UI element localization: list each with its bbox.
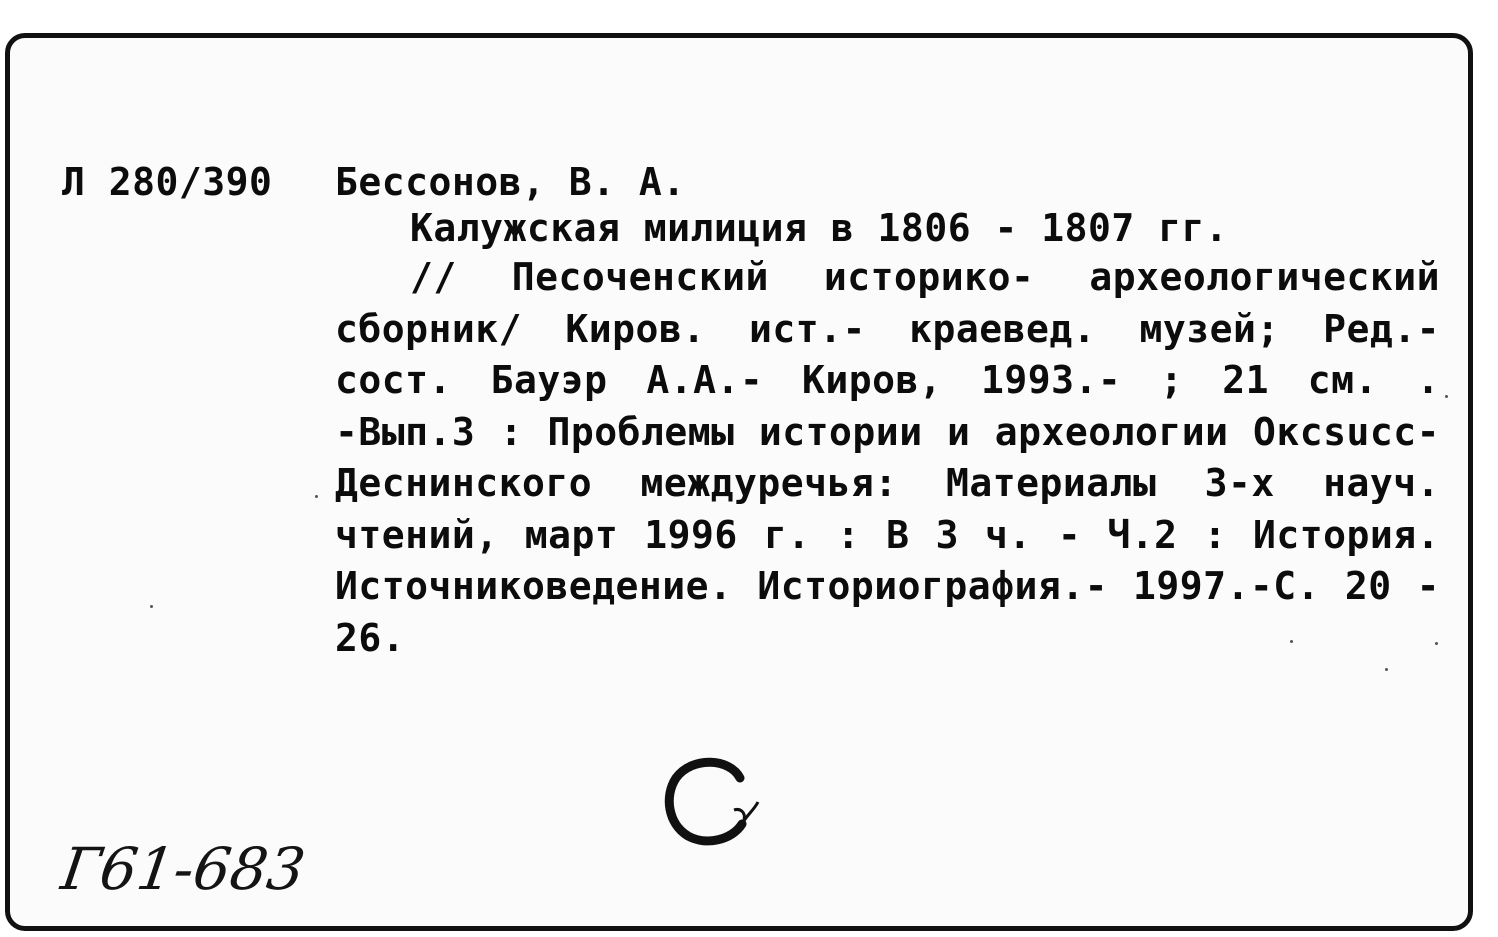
shelfmark: Л 280/390	[62, 160, 273, 204]
speck	[1445, 395, 1448, 398]
author-name: Бессонов, В. А.	[335, 160, 686, 204]
speck	[1435, 642, 1438, 645]
bibliographic-description: // Песоченский историко- археологический сборник/ Киров. ист.- краевед. музей; Ред.-сост. Бауэр А.А.- Киров, 1993.- ; 21 см. . -Вып.3 : Проблемы истории и археологии Оксsucc-Деснинского междуречья: Материалы 3-х науч. чтений, март 1996 г. : В 3 ч. - Ч.2 : История. Источниковедение. Историография.- 1997.-С. 20 - 26.	[335, 255, 1440, 660]
speck	[1290, 640, 1293, 643]
speck	[315, 495, 318, 498]
work-title: Калужская милиция в 1806 - 1807 гг.	[410, 206, 1229, 250]
circle-stamp-icon	[662, 750, 762, 850]
inventory-number: Г61-683	[57, 835, 310, 903]
speck	[1385, 668, 1388, 671]
speck	[150, 605, 153, 608]
